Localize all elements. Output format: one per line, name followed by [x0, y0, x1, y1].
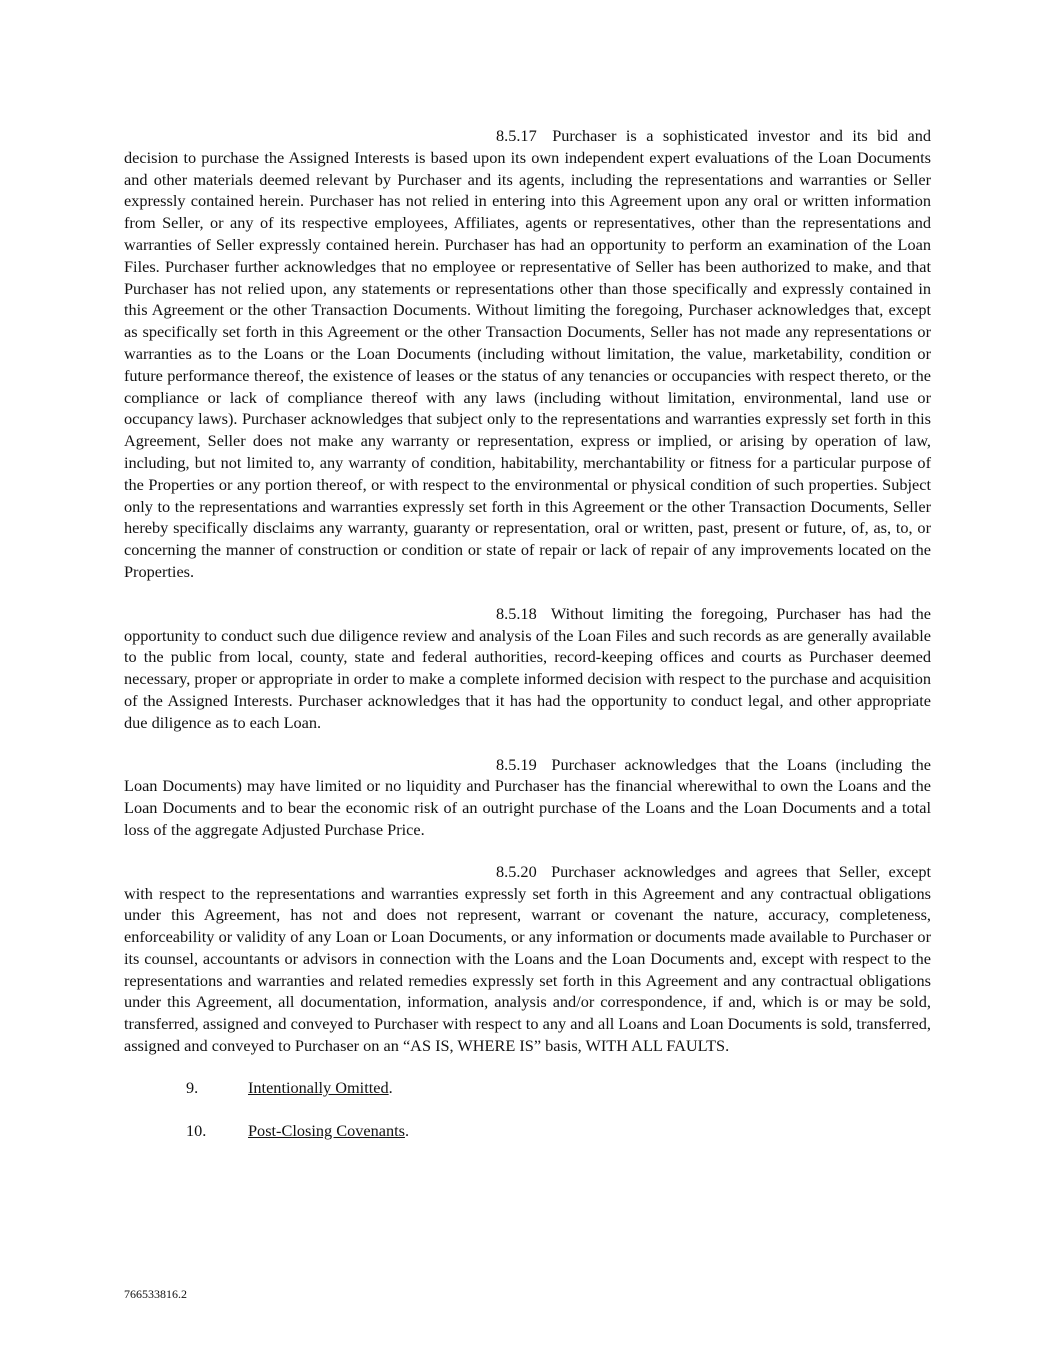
section-10-heading — [124, 1120, 931, 1142]
paragraph-8-5-18 — [124, 603, 931, 734]
paragraph-8-5-17 — [124, 125, 931, 583]
paragraph-text: Purchaser acknowledges that the Loans (including the Loan Documents) may have limited or no liquidity and Purchaser has the financial wherewithal to own the Loans and the Loan Documents and to bear the economic risk of an outright purchase of the Loans and the Loan Documents and a total loss of the aggregate Adjusted Purchase Price. — [124, 754, 932, 839]
document-id-footer: 766533816.2 — [124, 1287, 187, 1301]
section-number: 10. — [186, 1120, 207, 1140]
paragraph-number: 8.5.17 — [496, 126, 537, 145]
document-body — [124, 125, 931, 1162]
section-title-suffix: . — [404, 1120, 410, 1140]
paragraph-number: 8.5.18 — [496, 603, 537, 623]
section-9-heading — [124, 1077, 931, 1099]
paragraph-text: Purchaser acknowledges and agrees that Seller, except with respect to the representations and warranties expressly set forth in this Agreement and any contractual obligations under this Agreement, has not and does not represent, warrant or covenant the nature, accuracy, completeness, enforceability or validity of any Loan or Loan Documents, or any information or documents made available to Purchaser or its counsel, accountants or advisors in connection with the Loans and the Loan Documents and, except with respect to the representations and warranties and related remedies expressly set forth in this Agreement and any contractual obligations under this Agreement, all documentation, information, analysis and/or correspondence, if and, which is or may be sold, transferred, assigned and conveyed to Purchaser with respect to any and all Loans and Loan Documents is sold, transferred, assigned and conveyed to Purchaser on an “AS IS, WHERE IS” basis, WITH ALL FAULTS. — [124, 861, 931, 1056]
paragraph-text: Purchaser is a sophisticated investor and its bid and decision to purchase the Assigned Interests is based upon its own independent expert evaluations of the Loan Documents and other materials deemed relevant by Purchaser and its agents, including the representations and warranties or Seller expressly contained herein. Purchaser has not relied in entering into this Agreement upon any oral or written information from Seller, or any of its respective employees, Affiliates, agents or representatives, other than the representations and warranties of Seller expressly contained herein. Purchaser has had an opportunity to perform an examination of the Loan Files. Purchaser further acknowledges that no employee or representative of Seller has been authorized to make, and that Purchaser has not relied upon, any statements or representations other than those specifically and expressly contained in this Agreement or the other Transaction Documents. Without limiting the foregoing, Purchaser acknowledges that, except as specifically set forth in this Agreement or the other Transaction Documents, Seller has not made any representations or warranties as to the Loans or the Loan Documents (including without limitation, the value, marketability, condition or future performance thereof, the existence of leases or the status of any tenancies or occupancies with respect thereto, or the compliance or lack of compliance thereof with any laws (including without limitation, environmental, land use or occupancy laws). Purchaser acknowledges that subject only to the representations and warranties expressly set forth in this Agreement, Seller does not make any warranty or representation, express or implied, or arising by operation of law, including, but not limited to, any warranty of condition, habitability, merchantability or fitness for a particular purpose of the Properties or any portion thereof, or with respect to the environmental or physical condition of such properties. Subject only to the representations and warranties expressly set forth in this Agreement or the other Transaction Documents, Seller hereby specifically disclaims any warranty, guaranty or representation, oral or written, past, present or future, of, as, to, or concerning the manner of construction or condition or state of repair or lack of repair of any improvements located on the Properties. — [124, 126, 931, 581]
paragraph-text: Without limiting the foregoing, Purchaser has had the opportunity to conduct such due diligence review and analysis of the Loan Files and such records as are generally available to the public from local, county, state and federal authorities, record-keeping offices and courts as Purchaser deemed necessary, proper or appropriate in order to make a complete informed decision with respect to the purchase and acquisition of the Assigned Interests. Purchaser acknowledges that it has had the opportunity to conduct legal, and other appropriate due diligence as to each Loan. — [124, 603, 931, 732]
section-title: Post-Closing Covenants — [248, 1120, 405, 1140]
paragraph-8-5-19 — [124, 754, 931, 841]
section-title-suffix: . — [388, 1077, 393, 1097]
paragraph-number: 8.5.20 — [496, 861, 537, 881]
paragraph-8-5-20 — [124, 861, 931, 1057]
section-title: Intentionally Omitted — [248, 1077, 389, 1097]
section-number: 9. — [186, 1077, 199, 1097]
paragraph-number: 8.5.19 — [496, 754, 537, 774]
